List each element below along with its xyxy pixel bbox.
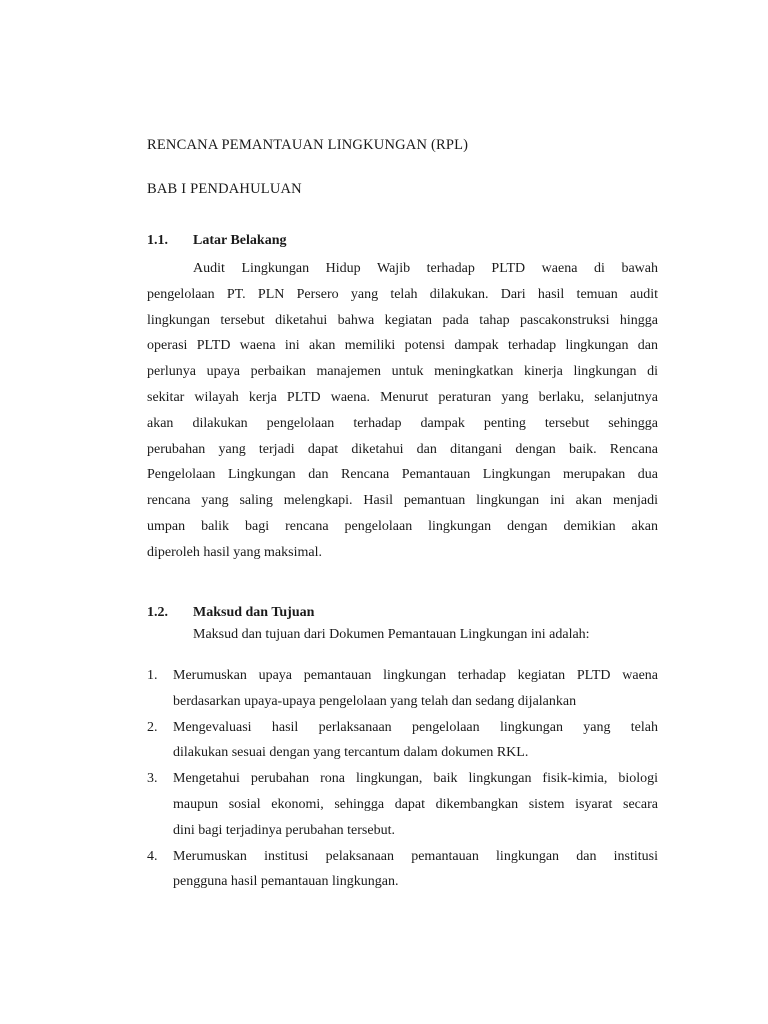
list-item <box>147 663 658 715</box>
list-item-line: Mengetahui perubahan rona lingkungan, baik lingkungan fisik-kimia, biologi <box>173 771 658 787</box>
list-item <box>147 715 658 767</box>
list-item-line: dini bagi terjadinya perubahan tersebut. <box>173 822 395 838</box>
chapter-heading: BAB I PENDAHULUAN <box>147 181 302 197</box>
list-marker: 1. <box>147 668 158 683</box>
list-item-line: Merumuskan upaya pemantauan lingkungan terhadap kegiatan PLTD waena <box>173 668 658 683</box>
document-title: RENCANA PEMANTAUAN LINGKUNGAN (RPL) <box>147 137 469 153</box>
list-marker: 2. <box>147 719 158 735</box>
paragraph-line: akan dilakukan pengelolaan terhadap dampak penting tersebut sehingga <box>147 415 658 431</box>
paragraph-line: perlunya upaya perbaikan manajemen untuk meningkatkan kinerja lingkungan di <box>147 364 658 380</box>
paragraph-line: operasi PLTD waena ini akan memiliki potensi dampak terhadap lingkungan dan <box>147 338 658 354</box>
list-item-line: Merumuskan institusi pelaksanaan pemantauan lingkungan dan institusi <box>173 848 658 864</box>
paragraph-line: pengelolaan PT. PLN Persero yang telah dilakukan. Dari hasil temuan audit <box>147 286 658 302</box>
list-item-line: berdasarkan upaya-upaya pengelolaan yang telah dan sedang dijalankan <box>173 693 577 709</box>
list-marker: 3. <box>147 771 158 787</box>
list-item-line: maupun sosial ekonomi, sehingga dapat dikembangkan sistem isyarat secara <box>173 796 658 812</box>
paragraph-latar-belakang <box>147 256 658 566</box>
paragraph-line: diperoleh hasil yang maksimal. <box>147 544 322 560</box>
list-marker: 4. <box>147 848 158 864</box>
section-heading-maksud-dan-tujuan <box>147 605 314 621</box>
paragraph-line: Pengelolaan Lingkungan dan Rencana Pemantauan Lingkungan merupakan dua <box>147 467 658 483</box>
section-title: Latar Belakang <box>193 233 287 248</box>
paragraph-line: lingkungan tersebut diketahui bahwa kegiatan pada tahap pascakonstruksi hingga <box>147 312 658 328</box>
list-item-line: pengguna hasil pemantauan lingkungan. <box>173 874 399 890</box>
paragraph-line: perubahan yang terjadi dapat diketahui dan ditangani dengan baik. Rencana <box>147 441 658 457</box>
section-number: 1.1. <box>147 233 168 248</box>
section-number: 1.2. <box>147 605 168 620</box>
paragraph-line: Audit Lingkungan Hidup Wajib terhadap PLTD waena di bawah <box>193 261 658 276</box>
paragraph-line: umpan balik bagi rencana pengelolaan lingkungan dengan demikian akan <box>147 518 658 534</box>
list-item <box>147 766 658 843</box>
section-intro: Maksud dan tujuan dari Dokumen Pemantauan Lingkungan ini adalah: <box>193 627 590 642</box>
paragraph-line: rencana yang saling melengkapi. Hasil pemantuan lingkungan ini akan menjadi <box>147 493 658 509</box>
objectives-list <box>147 663 658 895</box>
list-item-line: dilakukan sesuai dengan yang tercantum dalam dokumen RKL. <box>173 745 529 761</box>
section-title: Maksud dan Tujuan <box>193 605 315 620</box>
section-heading-latar-belakang <box>147 233 286 249</box>
list-item <box>147 844 658 896</box>
paragraph-line: sekitar wilayah kerja PLTD waena. Menurut peraturan yang berlaku, selanjutnya <box>147 389 658 405</box>
list-item-line: Mengevaluasi hasil perlaksanaan pengelolaan lingkungan yang telah <box>173 719 658 735</box>
